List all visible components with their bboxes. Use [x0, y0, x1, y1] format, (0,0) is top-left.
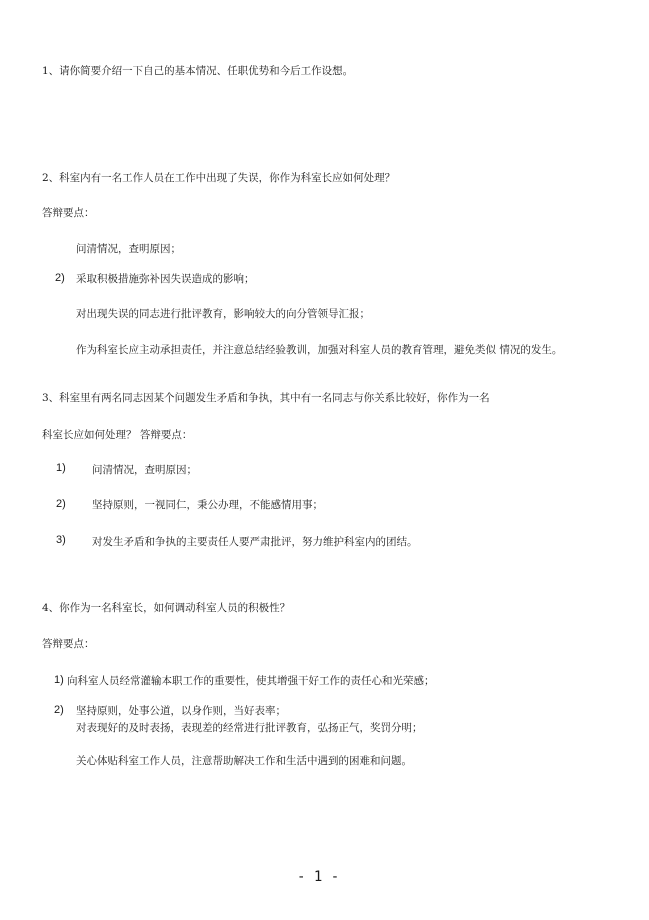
q3-point-1-number: 1) [56, 462, 66, 474]
q2-point-4: 作为科室长应主动承担责任，并注意总结经验教训，加强对科室人员的教育管理，避免类似 情况的发生。 [76, 344, 563, 356]
question-3-line-1: 3、科室里有两名同志因某个问题发生矛盾和争执，其中有一名同志与你关系比较好，你作为一名 [42, 392, 490, 404]
q2-point-2-number: 2) [55, 272, 65, 284]
q2-point-3: 对出现失误的同志进行批评教育，影响较大的向分管领导汇报； [76, 308, 370, 320]
question-2: 2、科室内有一名工作人员在工作中出现了失误，你作为科室长应如何处理？ [42, 172, 396, 184]
q3-point-1: 问清情况，查明原因； [92, 464, 197, 476]
question-1: 1、请你简要介绍一下自己的基本情况、任职优势和今后工作设想。 [42, 65, 354, 77]
q3-point-2-number: 2) [56, 498, 66, 510]
question-3-line-2: 科室长应如何处理？ 答辩要点： [42, 429, 193, 441]
q4-point-3: 对表现好的及时表扬，表现差的经常进行批评教育，弘扬正气，奖罚分明； [76, 722, 423, 734]
q3-point-2: 坚持原则，一视同仁，秉公办理，不能感情用事； [92, 499, 323, 511]
q4-answer-label: 答辩要点： [42, 638, 95, 650]
q4-point-4: 关心体贴科室工作人员，注意帮助解决工作和生活中遇到的困难和问题。 [76, 755, 412, 767]
q4-point-1: 向科室人员经常灌输本职工作的重要性，使其增强干好工作的责任心和光荣感； [67, 675, 435, 687]
question-4: 4、你作为一名科室长，如何调动科室人员的积极性？ [42, 602, 291, 614]
q4-point-1-number: 1) [54, 674, 64, 686]
q4-point-2-number: 2) [54, 704, 64, 716]
q2-point-1: 问清情况，查明原因； [76, 243, 181, 255]
q2-point-2: 采取积极措施弥补因失误造成的影响； [76, 273, 255, 285]
q3-point-3-number: 3) [56, 534, 66, 546]
q3-point-3: 对发生矛盾和争执的主要责任人要严肃批评，努力维护科室内的团结。 [92, 536, 418, 548]
q4-point-2: 坚持原则，处事公道，以身作则，当好表率； [76, 705, 286, 717]
page-number: - 1 - [297, 869, 340, 885]
q2-answer-label: 答辩要点： [42, 207, 95, 219]
